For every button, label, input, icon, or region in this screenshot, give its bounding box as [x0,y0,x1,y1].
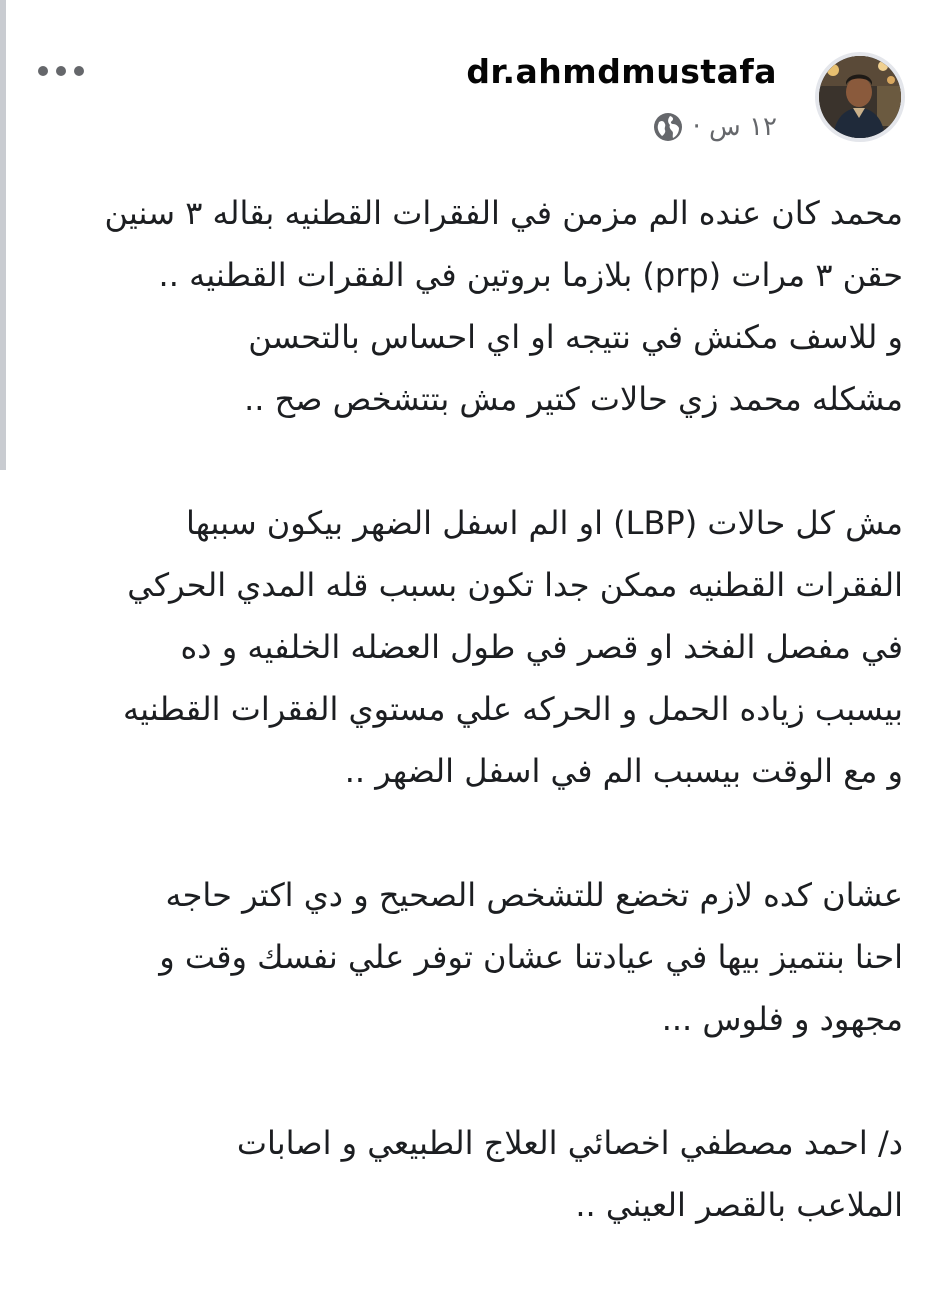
post-text-line: في مفصل الفخد او قصر في طول العضله الخلفيه و ده [180,628,903,666]
post-text-line: مجهود و فلوس ... [661,1000,903,1038]
post-text-line: و للاسف مكنش في نتيجه او اي احساس بالتحسن [248,318,903,356]
more-dot [74,66,84,76]
more-options-button[interactable] [38,60,84,82]
post-timestamp[interactable]: ١٢ س · [692,112,777,142]
more-dot [38,66,48,76]
globe-icon[interactable] [653,112,683,142]
author-name[interactable]: dr.ahmdmustafa [466,52,777,91]
post-text-line: مشكله محمد زي حالات كتير مش بتتشخص صح .. [244,380,903,418]
post-text-line: د/ احمد مصطفي اخصائي العلاج الطبيعي و اصابات [236,1124,903,1162]
avatar-photo [819,56,901,138]
post-text-line: الفقرات القطنيه ممكن جدا تكون بسبب قله المدي الحركي [127,566,903,604]
post-paragraph [23,864,903,1050]
post-text [23,182,903,1298]
post-paragraph [23,492,903,802]
post-text-line: بيسبب زياده الحمل و الحركه علي مستوي الفقرات القطنيه [122,690,903,728]
post-text-line: و مع الوقت بيسبب الم في اسفل الضهر .. [344,752,903,790]
post-header [0,0,935,170]
post-paragraph [23,182,903,430]
post-text-line: عشان كده لازم تخضع للتشخص الصحيح و دي اكتر حاجه [165,876,903,914]
more-dot [56,66,66,76]
post-text-line: حقن ٣ مرات (prp) بلازما بروتين في الفقرات القطنيه .. [158,256,903,294]
post-text-line: مش كل حالات (LBP) او الم اسفل الضهر بيكون سببها [186,504,903,542]
post-text-line: محمد كان عنده الم مزمن في الفقرات القطنيه بقاله ٣ سنين [104,194,903,232]
author-avatar[interactable] [815,52,905,142]
post-meta [653,112,777,142]
post-text-line: احنا بنتميز بيها في عيادتنا عشان توفر علي نفسك وقت و [159,938,903,976]
post-paragraph [23,1112,903,1236]
post-text-line: الملاعب بالقصر العيني .. [575,1186,903,1224]
